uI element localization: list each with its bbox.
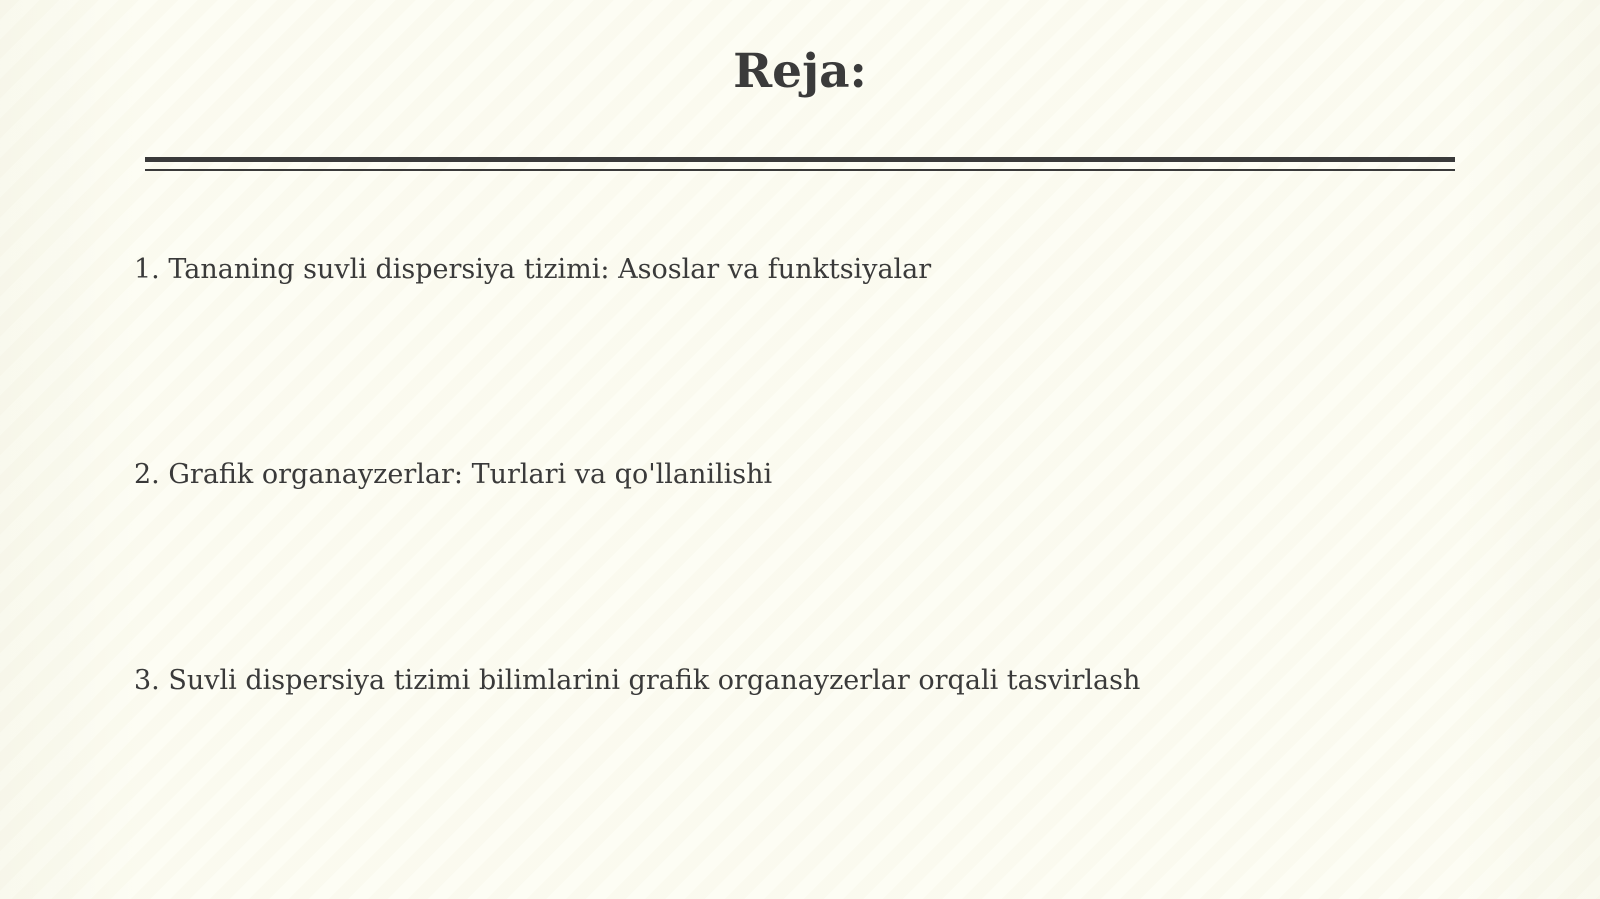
title-divider-thin [145,169,1455,171]
plan-item-1: 1. Tananing suvli dispersiya tizimi: Asoslar va funktsiyalar [134,254,932,285]
slide-title: Reja: [733,44,867,99]
title-divider-thick [145,157,1455,162]
plan-item-3: 3. Suvli dispersiya tizimi bilimlarini grafik organayzerlar orqali tasvirlash [134,665,1141,696]
plan-item-2: 2. Grafik organayzerlar: Turlari va qo'llanilishi [134,459,773,490]
